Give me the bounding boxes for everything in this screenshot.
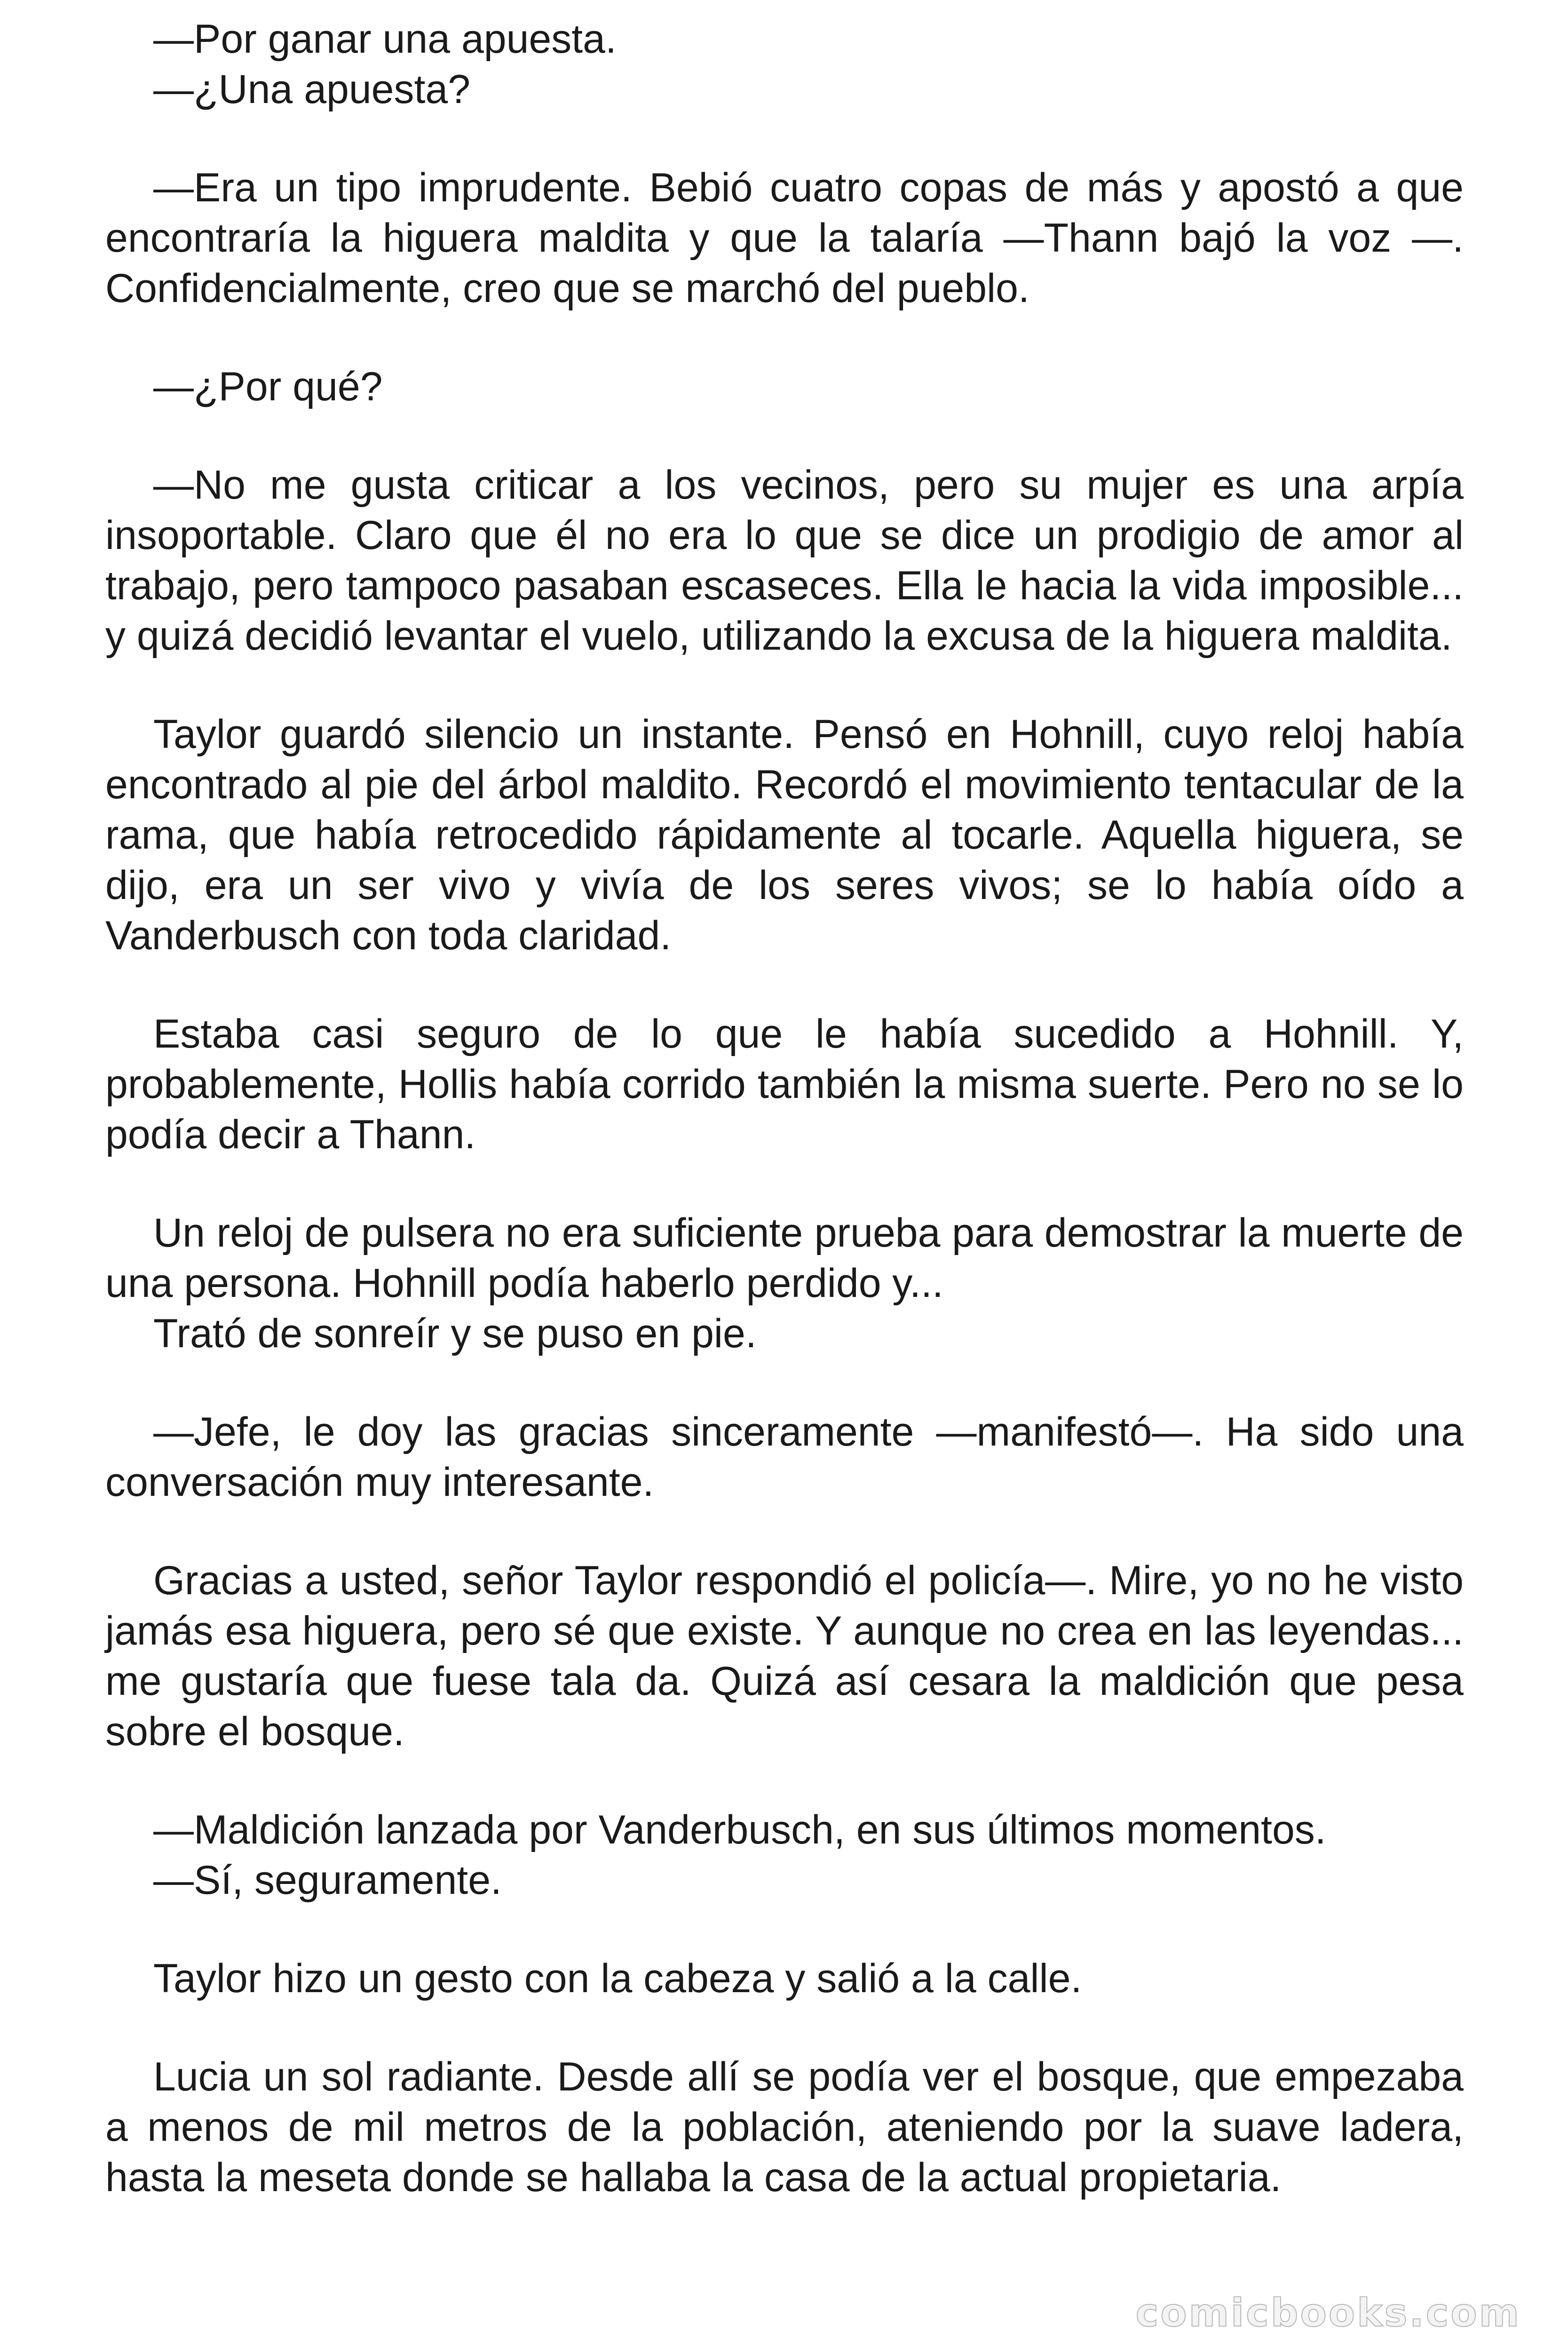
book-page-text	[105, 14, 1464, 2203]
paragraph-15: Lucia un sol radiante. Desde allí se podía ver el bosque, que empezaba a menos de mil metros de la población, ateniendo por la suave ladera, hasta la meseta donde se hallaba la casa de la actual propietaria.	[105, 2054, 1464, 2200]
paragraph-2: —¿Una apuesta?	[153, 67, 471, 112]
paragraph-9: Trató de sonreír y se puso en pie.	[153, 1311, 757, 1356]
watermark: comicbooks.com	[1135, 2291, 1521, 2336]
paragraph-8: Un reloj de pulsera no era suficiente prueba para demostrar la muerte de una persona. Hohnill podía haberlo perdido y...	[105, 1210, 1464, 1306]
paragraph-7: Estaba casi seguro de lo que le había sucedido a Hohnill. Y, probablemente, Hollis había corrido también la misma suerte. Pero no se lo podía decir a Thann.	[105, 1011, 1464, 1157]
paragraph-1: —Por ganar una apuesta.	[153, 16, 617, 62]
paragraph-3: —Era un tipo imprudente. Bebió cuatro copas de más y apostó a que encontraría la higuera maldita y que la talaría —Thann bajó la voz —. Confidencialmente, creo que se marchó del pueblo.	[105, 165, 1464, 311]
paragraph-14: Taylor hizo un gesto con la cabeza y salió a la calle.	[153, 1956, 1082, 2001]
paragraph-4: —¿Por qué?	[153, 364, 383, 409]
paragraph-10: —Jefe, le doy las gracias sinceramente —manifestó—. Ha sido una conversación muy interesante.	[105, 1409, 1464, 1505]
paragraph-5: —No me gusta criticar a los vecinos, pero su mujer es una arpía insoportable. Claro que él no era lo que se dice un prodigio de amor al trabajo, pero tampoco pasaban escaseces. Ella le hacia la vida imposible... y quizá decidió levantar el vuelo, utilizando la excusa de la higuera maldita.	[105, 462, 1464, 659]
paragraph-11: Gracias a usted, señor Taylor respondió el policía—. Mire, yo no he visto jamás esa higuera, pero sé que existe. Y aunque no crea en las leyendas... me gustaría que fuese tala da. Quizá así cesara la maldición que pesa sobre el bosque.	[105, 1558, 1464, 1754]
paragraph-12: —Maldición lanzada por Vanderbusch, en sus últimos momentos.	[153, 1807, 1326, 1852]
paragraph-13: —Sí, seguramente.	[153, 1858, 502, 1903]
paragraph-6: Taylor guardó silencio un instante. Pensó en Hohnill, cuyo reloj había encontrado al pie del árbol maldito. Recordó el movimiento tentacular de la rama, que había retrocedido rápidamente al tocarle. Aquella higuera, se dijo, era un ser vivo y vivía de los seres vivos; se lo había oído a Vanderbusch con toda claridad.	[105, 712, 1464, 958]
